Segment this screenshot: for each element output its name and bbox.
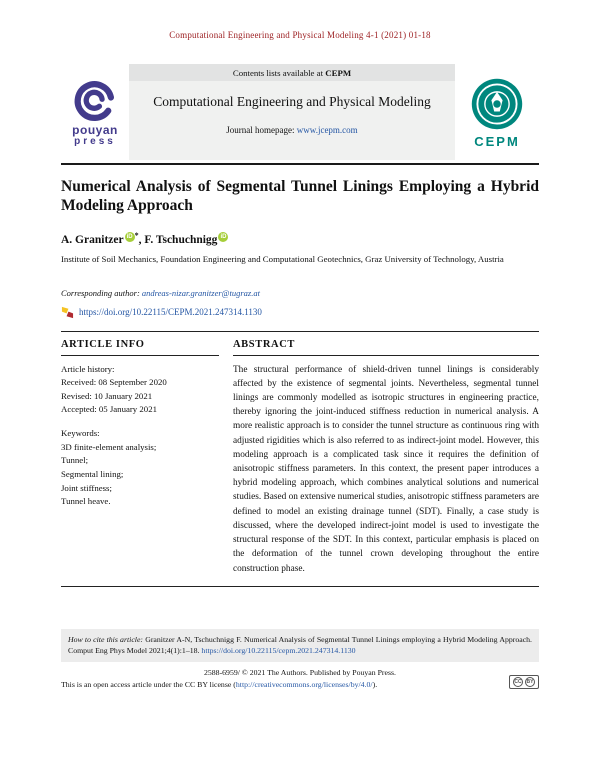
by-circle: BY (526, 679, 534, 686)
pouyan-logo-icon (72, 78, 118, 124)
affiliation: Institute of Soil Mechanics, Foundation Engineering and Computational Geotechnics, Graz University of Technology, Austria (61, 253, 504, 264)
homepage-label: Journal homepage: (226, 125, 297, 135)
abstract-heading: ABSTRACT (233, 332, 539, 356)
article-title: Numerical Analysis of Segmental Tunnel Linings Employing a Hybrid Modeling Approach (61, 178, 539, 214)
contents-lists-text: Contents lists available at (232, 68, 326, 78)
doi-link[interactable]: https://doi.org/10.22115/CEPM.2021.247314.1130 (79, 307, 262, 318)
cc-circle: CC (514, 679, 522, 686)
cepm-logo (455, 64, 539, 160)
keyword-item: Tunnel; (61, 455, 89, 466)
author-name-tschuchnigg: F. Tschuchnigg (144, 233, 218, 246)
pouyan-logo-line2: press (74, 135, 116, 147)
orcid-icon[interactable]: iD (220, 233, 227, 240)
pouyan-press-logo (61, 64, 129, 160)
corresponding-label: Corresponding author: (61, 287, 142, 298)
license-text: This is an open access article under the CC BY license ( (61, 680, 236, 690)
keywords-label: Keywords: (61, 428, 100, 439)
keyword-item: Segmental lining; (61, 468, 124, 479)
license-line (61, 680, 539, 689)
author-separator: , (138, 233, 145, 246)
journal-reference-line: Computational Engineering and Physical Modeling 4-1 (2021) 01-18 (169, 30, 431, 40)
issn-copyright-line: 2588-6959/ © 2021 The Authors. Published by Pouyan Press. (203, 668, 397, 678)
pouyan-logo-text (72, 124, 118, 147)
article-info-heading: ARTICLE INFO (61, 332, 219, 356)
abstract-column (233, 332, 539, 576)
cepm-logo-text: CEPM (474, 133, 520, 149)
history-revised: Revised: 10 January 2021 (61, 390, 153, 401)
how-to-cite-box (61, 629, 539, 662)
footer (61, 668, 539, 689)
cc-by-icon (509, 675, 539, 689)
cite-label: How to cite this article: (68, 634, 146, 644)
contents-lists-line (129, 64, 455, 81)
keyword-item: Joint stiffness; (61, 482, 112, 493)
license-url-link[interactable]: http://creativecommons.org/licenses/by/4.0/ (235, 680, 373, 690)
orcid-icon[interactable]: iD (126, 233, 133, 240)
article-history-block (61, 363, 219, 509)
corresponding-author-line (61, 288, 539, 298)
journal-masthead (129, 64, 455, 160)
info-abstract-section (61, 331, 539, 587)
page (61, 30, 539, 689)
journal-header (61, 64, 539, 160)
cepm-logo-icon (469, 76, 525, 132)
journal-homepage-line (129, 125, 455, 135)
doi-line (61, 306, 539, 319)
keyword-item: 3D finite-element analysis; (61, 441, 157, 452)
cite-text: Granitzer A-N, Tschuchnigg F. Numerical Analysis of Segmental Tunnel Linings employing a Hybrid Modeling Approach. Comput Eng Phys Model 2021;4(1):1–18. (68, 634, 533, 656)
abstract-text: The structural performance of shield-driven tunnel linings is considerably affected by the existence of segmental joints. Nevertheless, segmental tunnel linings are commonly modelled as isotropic structures in engineering practice, thereby ignoring the joint-induced stiffness reduction in numerical analysis. A more realistic approach is to consider the tunnel structure as continuous ring with adjusted rigidities which is also referred to as indirect-joint model. However, this modeling approach is a complicated task since it requires the definition of anisotropic stiffness parameters. In this context, the present paper introduces a hybrid modeling approach, which combines analytical solutions and numerical studies. Based on extensive numerical studies, anisotropic stiffness parameters are defined to model an existing drainage tunnel (SDT). Finally, a case study is discussed, where the developed indirect-joint model is used to investigate the structural response of the SDT. In this context, particular emphasis is placed on the deformation of the tunnel crown developing throughout the entire construction phase. (233, 364, 539, 574)
homepage-link[interactable]: www.jcepm.com (296, 125, 358, 135)
article-history-label: Article history: (61, 363, 115, 374)
header-divider (61, 163, 539, 165)
keyword-item: Tunnel heave. (61, 496, 111, 507)
corresponding-email-link[interactable]: andreas-nizar.granitzer@tugraz.at (141, 287, 260, 298)
history-received: Received: 08 September 2020 (61, 377, 167, 388)
pouyan-logo-line1: pouyan (72, 122, 118, 137)
spacer (61, 417, 219, 427)
contents-lists-brand[interactable]: CEPM (325, 68, 352, 78)
author-name-granitzer: A. Granitzer (61, 233, 124, 246)
history-accepted: Accepted: 05 January 2021 (61, 404, 158, 415)
authors-line (61, 231, 539, 246)
cite-doi-link[interactable]: https://doi.org/10.22115/cepm.2021.247314.1130 (201, 646, 356, 656)
crossref-icon (61, 306, 74, 319)
journal-title: Computational Engineering and Physical Modeling (153, 94, 431, 109)
article-info-column (61, 332, 219, 576)
license-text-suffix: ). (372, 680, 378, 690)
corresponding-asterisk: * (134, 230, 139, 240)
